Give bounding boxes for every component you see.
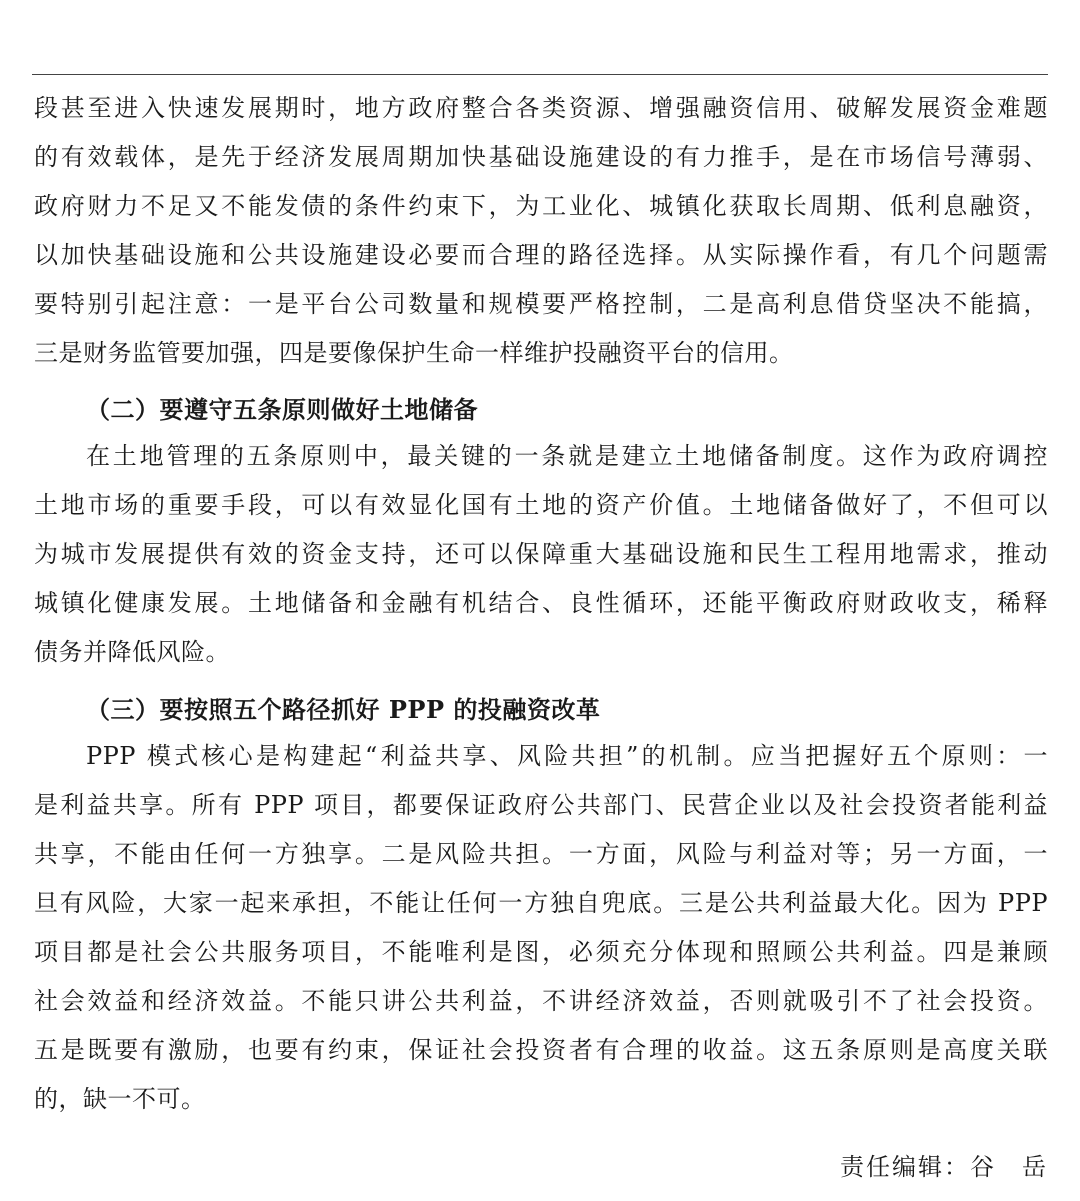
- paragraph-line: 五是既要有激励，也要有约束，保证社会投资者有合理的收益。这五条原则是高度关联: [34, 1036, 1048, 1064]
- paragraph-line: 债务并降低风险。: [34, 638, 230, 666]
- editor-credit: 责任编辑：谷 岳: [840, 1153, 1048, 1181]
- paragraph-1: [34, 84, 1048, 378]
- paragraph-3: [34, 732, 1048, 1124]
- paragraph-line: 项目都是社会公共服务项目，不能唯利是图，必须充分体现和照顾公共利益。四是兼顾: [34, 938, 1048, 966]
- paragraph-line: 的，缺一不可。: [34, 1085, 206, 1113]
- header-rule: [32, 74, 1048, 75]
- paragraph-line: 城镇化健康发展。土地储备和金融有机结合、良性循环，还能平衡政府财政收支，稀释: [34, 589, 1048, 617]
- paragraph-line: 土地市场的重要手段，可以有效显化国有土地的资产价值。土地储备做好了，不但可以: [34, 491, 1048, 519]
- paragraph-line: 三是财务监管要加强，四是要像保护生命一样维护投融资平台的信用。: [34, 339, 794, 367]
- paragraph-line: 要特别引起注意：一是平台公司数量和规模要严格控制，二是高利息借贷坚决不能搞，: [34, 290, 1048, 318]
- paragraph-line: 为城市发展提供有效的资金支持，还可以保障重大基础设施和民生工程用地需求，推动: [34, 540, 1048, 568]
- section-heading-2: （二）要遵守五条原则做好土地储备: [86, 395, 478, 424]
- paragraph-line: 段甚至进入快速发展期时，地方政府整合各类资源、增强融资信用、破解发展资金难题: [34, 94, 1048, 122]
- paragraph-line: 在土地管理的五条原则中，最关键的一条就是建立土地储备制度。这作为政府调控: [86, 442, 1048, 470]
- paragraph-line: 以加快基础设施和公共设施建设必要而合理的路径选择。从实际操作看，有几个问题需: [34, 241, 1048, 269]
- paragraph-line: 的有效载体，是先于经济发展周期加快基础设施建设的有力推手，是在市场信号薄弱、: [34, 143, 1048, 171]
- paragraph-line: 是利益共享。所有 PPP 项目，都要保证政府公共部门、民营企业以及社会投资者能利益: [34, 791, 1048, 819]
- paragraph-line: 政府财力不足又不能发债的条件约束下，为工业化、城镇化获取长周期、低利息融资，: [34, 192, 1048, 220]
- paragraph-line: 社会效益和经济效益。不能只讲公共利益，不讲经济效益，否则就吸引不了社会投资。: [34, 987, 1048, 1015]
- paragraph-line: 旦有风险，大家一起来承担，不能让任何一方独自兜底。三是公共利益最大化。因为 PPP: [34, 889, 1048, 917]
- section-heading-3: （三）要按照五个路径抓好 PPP 的投融资改革: [86, 695, 601, 724]
- paragraph-line: 共享，不能由任何一方独享。二是风险共担。一方面，风险与利益对等；另一方面，一: [34, 840, 1048, 868]
- paragraph-line: PPP 模式核心是构建起“利益共享、风险共担”的机制。应当把握好五个原则：一: [86, 742, 1048, 770]
- paragraph-2: [34, 432, 1048, 677]
